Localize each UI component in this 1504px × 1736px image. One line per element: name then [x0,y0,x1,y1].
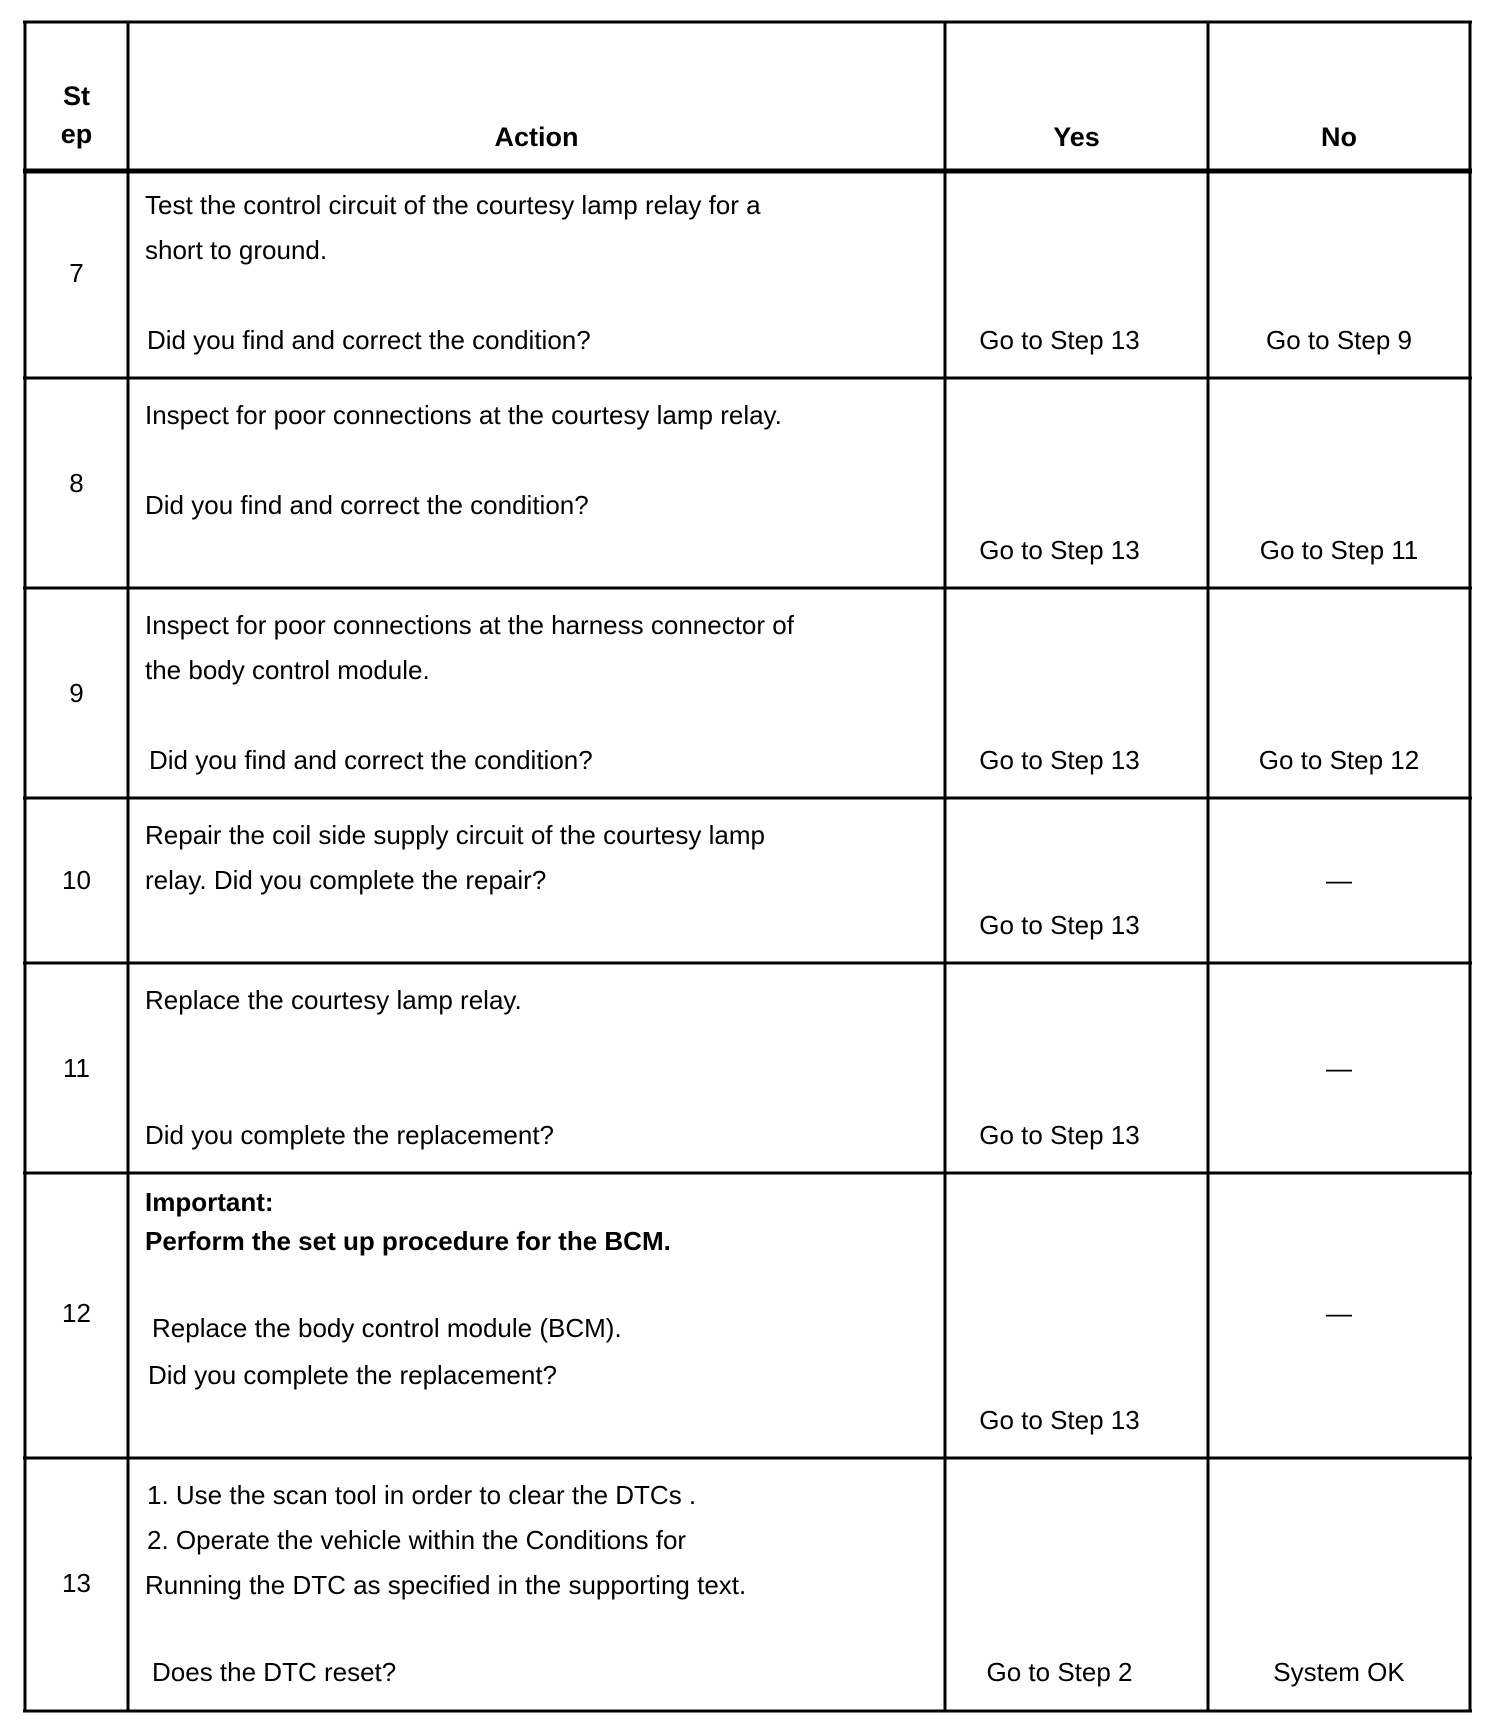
yes-11: Go to Step 13 [979,1120,1140,1150]
no-8: Go to Step 11 [1259,535,1419,565]
yes-10: Go to Step 13 [979,910,1140,940]
action-13-line2: 2. Operate the vehicle within the Conditions for [147,1525,687,1555]
step-number-11: 11 [63,1053,90,1083]
header-step [25,77,128,153]
action-9-line1: Inspect for poor connections at the harness connector of [145,610,794,640]
no-11: — [1326,1053,1352,1083]
yes-9: Go to Step 13 [979,745,1140,775]
action-10-line2: relay. Did you complete the repair? [145,865,547,895]
action-13-question: Does the DTC reset? [152,1657,397,1687]
step-number-7: 7 [69,258,84,288]
no-7: Go to Step 9 [1266,325,1412,355]
important-label: Important: [145,1187,274,1217]
yes-12: Go to Step 13 [979,1405,1140,1435]
action-12-line2: Did you complete the replacement? [148,1360,558,1390]
action-7-question: Did you find and correct the condition? [147,325,591,355]
header-no: No [1321,122,1357,152]
action-7-line2: short to ground. [145,235,328,265]
step-number-9: 9 [69,678,84,708]
header-yes: Yes [1053,122,1100,152]
action-10-line1: Repair the coil side supply circuit of the courtesy lamp [145,820,765,850]
header-step-line2: ep [60,119,93,149]
action-8-question: Did you find and correct the condition? [145,490,589,520]
action-9-question: Did you find and correct the condition? [149,745,593,775]
no-13: System OK [1273,1657,1405,1687]
yes-7: Go to Step 13 [979,325,1140,355]
no-12: — [1326,1298,1352,1328]
action-11-line1: Replace the courtesy lamp relay. [145,985,522,1015]
important-text: Perform the set up procedure for the BCM. [145,1226,671,1256]
action-11-question: Did you complete the replacement? [145,1120,555,1150]
action-7-line1: Test the control circuit of the courtesy lamp relay for a [145,190,761,220]
action-12-line1: Replace the body control module (BCM). [152,1313,622,1343]
step-number-12: 12 [62,1298,91,1328]
action-13-line1: 1. Use the scan tool in order to clear the DTCs . [147,1480,697,1510]
step-number-10: 10 [62,865,91,895]
yes-13: Go to Step 2 [986,1657,1133,1687]
header-action: Action [494,122,579,152]
step-number-8: 8 [69,468,84,498]
step-number-13: 13 [62,1568,91,1598]
yes-8: Go to Step 13 [979,535,1140,565]
no-10: — [1326,865,1352,895]
no-9: Go to Step 12 [1258,745,1420,775]
action-13-line3: Running the DTC as specified in the supporting text. [145,1570,747,1600]
action-9-line2: the body control module. [145,655,430,685]
header-step-line1: St [63,81,90,111]
action-8-line1: Inspect for poor connections at the courtesy lamp relay. [145,400,782,430]
